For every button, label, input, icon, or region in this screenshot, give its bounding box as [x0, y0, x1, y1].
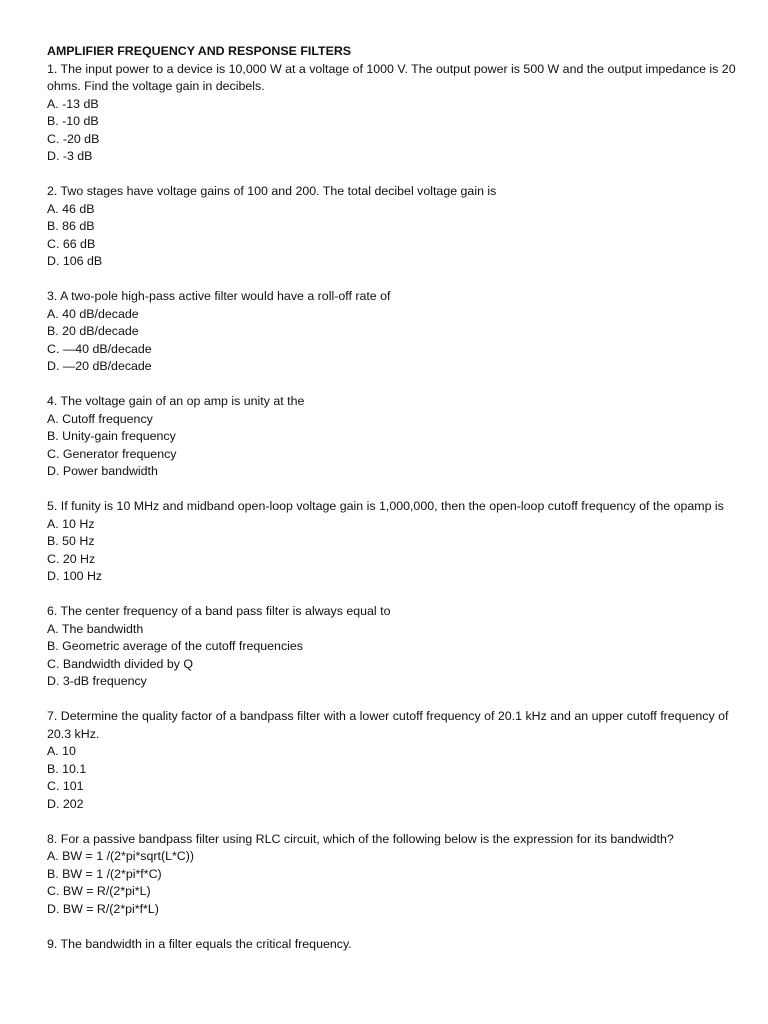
document-page	[47, 43, 737, 971]
choice-a: A. -13 dB	[47, 96, 99, 111]
choice-c: C. 66 dB	[47, 236, 96, 251]
choice-d: D. —20 dB/decade	[47, 359, 152, 373]
choice-a: A. BW = 1 /(2*pi*sqrt(L*C))	[47, 849, 195, 863]
choice-d: D. BW = R/(2*pi*f*L)	[47, 901, 159, 916]
question-6	[47, 603, 737, 691]
question-text: 7. Determine the quality factor of a bandpass filter with a lower cutoff frequency of 20.1 kHz and an upper cutoff frequency of 20.3 kHz.	[47, 709, 729, 741]
choice-b: B. BW = 1 /(2*pi*f*C)	[47, 866, 162, 881]
question-4	[47, 393, 737, 481]
choice-c: C. 101	[47, 779, 84, 793]
choice-a: A. 10	[47, 744, 76, 758]
choice-b: B. Unity-gain frequency	[47, 429, 176, 443]
question-1	[47, 61, 737, 166]
choice-b: B. 86 dB	[47, 219, 95, 233]
choice-a: A. 10 Hz	[47, 516, 95, 531]
choice-b: B. 10.1	[47, 761, 87, 776]
choice-d: D. -3 dB	[47, 149, 93, 163]
choice-d: D. 100 Hz	[47, 569, 103, 583]
choice-b: B. -10 dB	[47, 114, 99, 128]
choice-d: D. 202	[47, 796, 84, 811]
choice-c: C. -20 dB	[47, 131, 100, 146]
question-8	[47, 831, 737, 919]
question-text: 3. A two-pole high-pass active filter would have a roll-off rate of	[47, 289, 391, 303]
choice-a: A. 46 dB	[47, 201, 95, 216]
question-text: 9. The bandwidth in a filter equals the critical frequency.	[47, 936, 352, 951]
question-text: 5. If funity is 10 MHz and midband open-loop voltage gain is 1,000,000, then the open-loop cutoff frequency of the opamp is	[47, 499, 724, 513]
choice-a: A. 40 dB/decade	[47, 306, 139, 321]
question-text: 6. The center frequency of a band pass filter is always equal to	[47, 604, 391, 618]
question-text: 8. For a passive bandpass filter using RLC circuit, which of the following below is the expression for its bandwidth?	[47, 831, 674, 846]
question-9	[47, 936, 737, 954]
document-title: AMPLIFIER FREQUENCY AND RESPONSE FILTERS	[47, 44, 352, 58]
question-text: 1. The input power to a device is 10,000 W at a voltage of 1000 V. The output power is 500 W and the output impedance is 20 ohms. Find the voltage gain in decibels.	[47, 61, 736, 93]
choice-b: B. Geometric average of the cutoff frequencies	[47, 639, 303, 653]
choice-b: B. 50 Hz	[47, 534, 95, 548]
choice-d: D. 106 dB	[47, 254, 103, 268]
choice-c: C. Generator frequency	[47, 446, 177, 461]
question-2	[47, 183, 737, 271]
choice-d: D. Power bandwidth	[47, 464, 158, 478]
choice-c: C. —40 dB/decade	[47, 341, 152, 356]
choice-c: C. Bandwidth divided by Q	[47, 656, 194, 671]
choice-d: D. 3-dB frequency	[47, 674, 147, 688]
choice-b: B. 20 dB/decade	[47, 324, 139, 338]
choice-a: A. Cutoff frequency	[47, 411, 153, 426]
question-7	[47, 708, 737, 813]
question-text: 4. The voltage gain of an op amp is unity at the	[47, 394, 305, 408]
choice-a: A. The bandwidth	[47, 621, 144, 636]
choice-c: C. BW = R/(2*pi*L)	[47, 884, 151, 898]
choice-c: C. 20 Hz	[47, 551, 96, 566]
question-5	[47, 498, 737, 586]
question-3	[47, 288, 737, 376]
question-text: 2. Two stages have voltage gains of 100 and 200. The total decibel voltage gain is	[47, 184, 497, 198]
